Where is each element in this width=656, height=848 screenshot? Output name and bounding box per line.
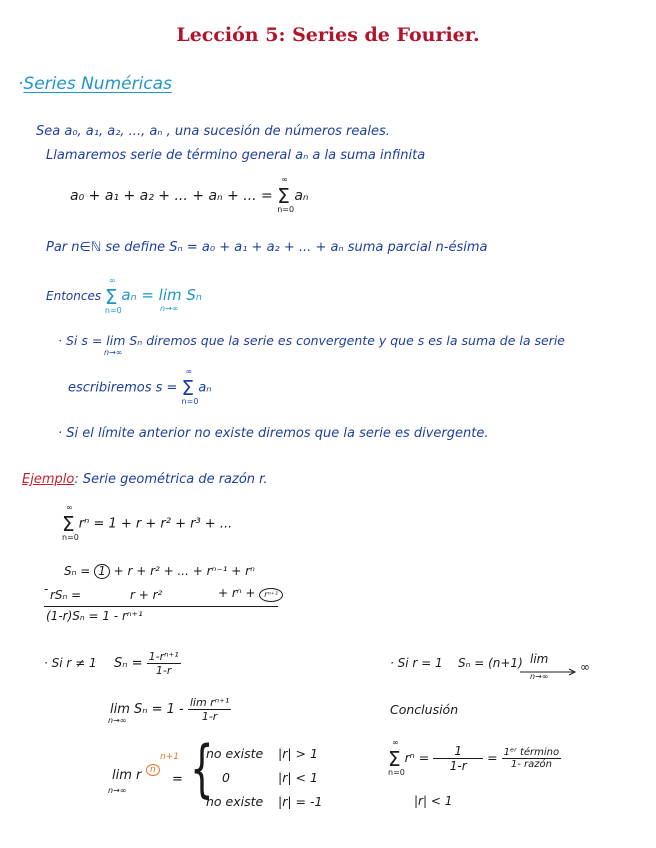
rsn-right-text: + rⁿ +: [218, 586, 256, 600]
lim-rn-sup: n+1: [160, 752, 179, 762]
intro-line-1: Sea a₀, a₁, a₂, ..., aₙ , una sucesión de números reales.: [36, 124, 390, 139]
arrow-to-infinity: [520, 668, 580, 676]
lim-rn-equals: =: [172, 772, 183, 787]
bullet-convergent-sub: n→∞: [104, 348, 123, 357]
case-row-1-cond: |r| > 1: [278, 746, 318, 761]
sum-symbol: Σ ∞ n=0: [388, 737, 405, 777]
section-bullet: ·: [18, 74, 24, 94]
oval-rn1: rⁿ⁺¹: [259, 588, 283, 602]
lim-sn-pre: lim Sₙ = 1 -: [110, 702, 184, 717]
conclusion-eq: =: [487, 750, 498, 765]
geometric-series-body: rⁿ = 1 + r + r² + r³ + ...: [78, 516, 233, 532]
geometric-series-line: [62, 503, 233, 542]
cases-brace: {: [190, 732, 214, 805]
lim-sn-sub: n→∞: [108, 716, 127, 725]
example-heading: [22, 472, 267, 487]
case-row-2-value: 0: [222, 770, 230, 785]
intro-line-2: Llamaremos serie de término general aₙ a la suma infinita: [46, 148, 426, 163]
sn-line-post: + r + r² + ... + rⁿ⁻¹ + rⁿ: [113, 564, 255, 578]
case-row-3-cond: |r| = -1: [278, 794, 323, 809]
lim-sn-line: [110, 696, 231, 723]
sn-closed-form: [114, 650, 181, 677]
series-sum-body: aₙ: [294, 188, 309, 204]
entonces-label: Entonces: [46, 289, 102, 303]
case-r-eq-1-sub: n→∞: [530, 672, 549, 681]
page-title: Lección 5: Series de Fourier.: [176, 24, 480, 46]
section-label: Series Numéricas: [23, 74, 172, 94]
sn-line-pre: Sₙ =: [64, 564, 91, 578]
rsn-mid: r + r²: [130, 588, 163, 602]
conclusion-condition: |r| < 1: [414, 794, 453, 808]
bullet-write-line: [68, 367, 212, 406]
circled-n: n: [146, 764, 160, 776]
case-r-eq-1-lim: lim: [530, 652, 549, 666]
example-label: Ejemplo: [22, 472, 75, 487]
case-r-ne-1-label: · Si r ≠ 1: [44, 656, 97, 670]
sn-line: [64, 564, 255, 579]
bullet-divergent: · Si el límite anterior no existe diremos que la serie es divergente.: [58, 426, 489, 441]
subtraction-line: [44, 606, 278, 607]
write-prefix: escribiremos s =: [68, 380, 178, 396]
case-r-eq-1-expr: Sₙ = (n+1): [458, 656, 523, 670]
case-row-3-value: no existe: [206, 794, 264, 809]
minus-sign: -: [44, 582, 49, 596]
entonces-line: [46, 275, 202, 315]
conclusion-sum-body: rⁿ =: [404, 750, 430, 765]
section-heading: [18, 74, 172, 94]
lim-rn-sub: n→∞: [108, 786, 127, 795]
conclusion-label: Conclusión: [390, 702, 459, 717]
sum-symbol: Σ ∞ n=0: [62, 503, 79, 542]
series-expression: a₀ + a₁ + a₂ + ... + aₙ + ... =: [70, 188, 273, 204]
lim-fraction: $\frac{\text{lim rⁿ⁺¹}}{1-r}$: [189, 696, 230, 723]
series-definition: [70, 175, 309, 214]
bullet-convergent: · Si s = lim Sₙ diremos que la serie es convergente y que s es la suma de la serie: [58, 333, 565, 348]
case-r-eq-1-result: ∞: [580, 660, 590, 674]
conclusion-word-fraction: $\frac{\text{1ᵉʳ término}}{\text{1- razón}}$: [503, 747, 560, 770]
circled-one: 1: [94, 564, 110, 579]
sum-symbol: Σ ∞ n=0: [181, 367, 199, 406]
sn-fraction: $\frac{\text{1-rⁿ⁺¹}}{1-r}$: [148, 650, 179, 677]
conclusion-fraction: $\frac{1}{1-r}$: [433, 744, 483, 773]
conclusion-formula: [388, 737, 561, 777]
sn-closed-pre: Sₙ =: [114, 656, 143, 671]
geometric-result: (1-r)Sₙ = 1 - rⁿ⁺¹: [46, 609, 143, 623]
example-text: : Serie geométrica de razón r.: [74, 472, 268, 487]
rsn-left: rSₙ =: [50, 588, 82, 602]
case-r-eq-1-label: · Si r = 1: [390, 656, 443, 670]
case-row-1-value: no existe: [206, 746, 264, 761]
sum-symbol: Σ ∞ n=0: [277, 175, 295, 214]
partial-sum-line: Par n∈ℕ se define Sₙ = a₀ + a₁ + a₂ + ... + aₙ suma parcial n-ésima: [46, 240, 488, 255]
lim-rn-label: lim r: [112, 768, 142, 783]
entonces-body: aₙ = lim Sₙ: [121, 286, 202, 304]
case-row-2-cond: |r| < 1: [278, 770, 318, 785]
write-body: aₙ: [198, 380, 212, 396]
entonces-lim-sub: n→∞: [160, 304, 179, 313]
sum-symbol: Σ ∞ n=0: [104, 275, 122, 315]
rsn-right: [218, 586, 283, 602]
